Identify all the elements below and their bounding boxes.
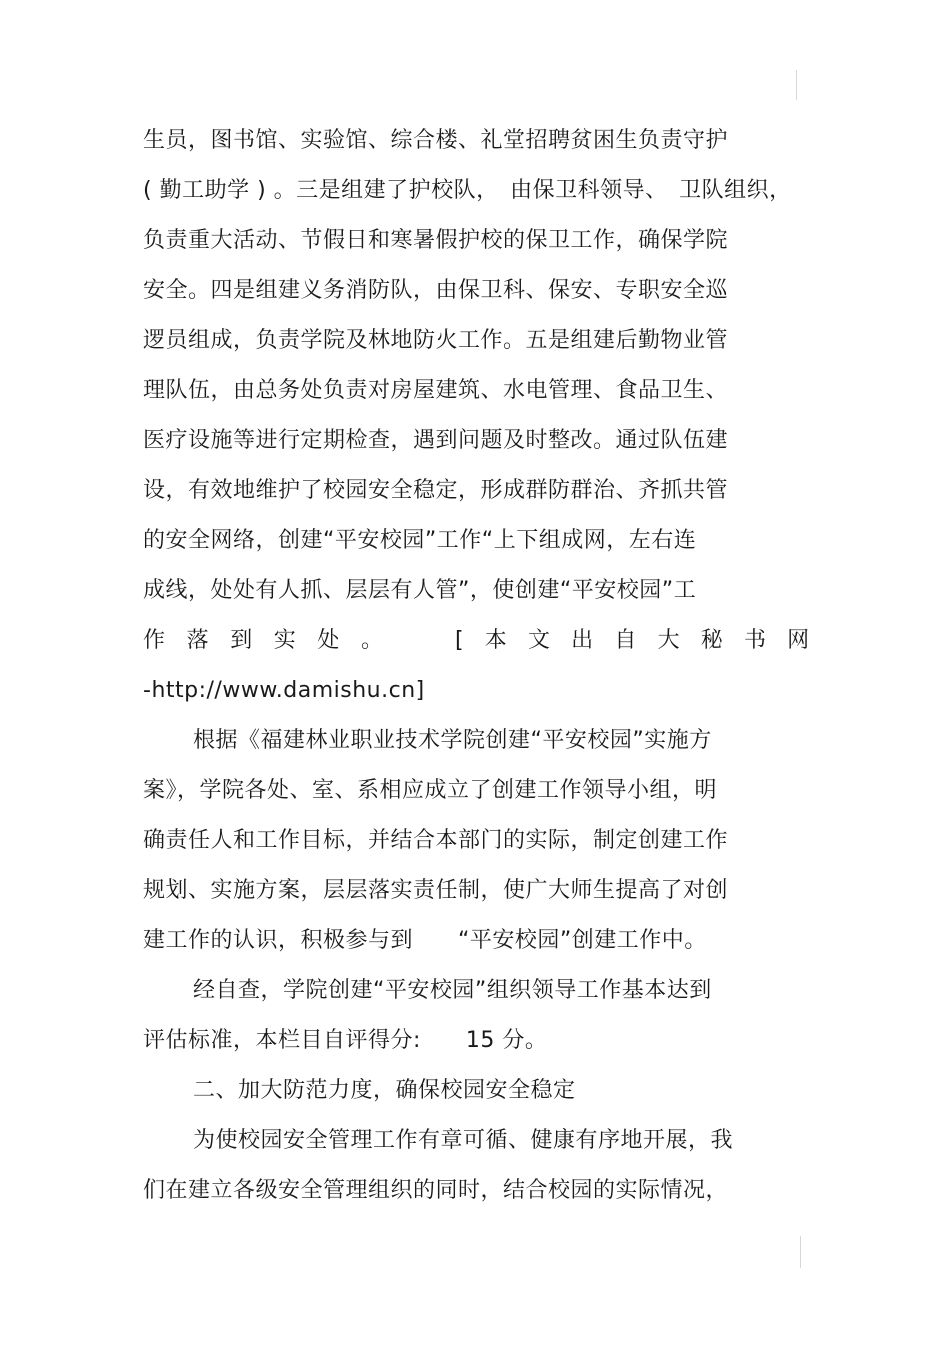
body-line-8: 设，有效地维护了校园安全稳定，形成群防群治、齐抓共管 (143, 478, 729, 503)
body-line-4: 安全。四是组建义务消防队，由保卫科、保安、专职安全巡 (143, 278, 729, 303)
paragraph2-line-1: 根据《福建林业职业技术学院创建“平安校园”实施方 (193, 728, 712, 753)
paragraph2-line-3: 确责任人和工作目标，并结合本部门的实际，制定创建工作 (143, 828, 729, 853)
paragraph4-line-1: 为使校园安全管理工作有章可循、健康有序地开展，我 (193, 1128, 734, 1153)
body-line-6: 理队伍，由总务处负责对房屋建筑、水电管理、食品卫生、 (143, 378, 729, 403)
bottom-right-corner-mark (800, 1236, 801, 1268)
paragraph2-line-5: 建工作的认识，积极参与到 “平安校园”创建工作中。 (143, 928, 707, 953)
source-url: -http://www.damishu.cn] (143, 678, 425, 703)
body-line-7: 医疗设施等进行定期检查，遇到问题及时整改。通过队伍建 (143, 428, 729, 453)
paragraph2-line-2: 案》，学院各处、室、系相应成立了创建工作领导小组，明 (143, 778, 718, 803)
paragraph3-line-1: 经自查，学院创建“平安校园”组织领导工作基本达到 (193, 978, 712, 1003)
paragraph3-line-2: 评估标准，本栏目自评得分: 15 分。 (143, 1028, 548, 1053)
body-line-5: 逻员组成，负责学院及林地防火工作。五是组建后勤物业管 (143, 328, 729, 353)
body-line-10: 成线，处处有人抓、层层有人管”，使创建“平安校园”工 (143, 578, 697, 603)
body-line-3: 负责重大活动、节假日和寒暑假护校的保卫工作，确保学院 (143, 228, 729, 253)
spaced-line-left: 作落到实处。 (143, 628, 405, 653)
body-line-9: 的安全网络，创建“平安校园”工作“上下组成网，左右连 (143, 528, 697, 553)
section-heading-2: 二、加大防范力度，确保校园安全稳定 (193, 1078, 576, 1103)
source-note-prefix: [本文出自大秘书网 (455, 628, 831, 653)
paragraph4-line-2: 们在建立各级安全管理组织的同时，结合校园的实际情况， (143, 1178, 729, 1203)
body-line-1: 生员，图书馆、实验馆、综合楼、礼堂招聘贫困生负责守护 (143, 128, 729, 153)
body-line-2: ( 勤工助学 ) 。三是组建了护校队， 由保卫科领导、 卫队组织， (143, 178, 792, 203)
paragraph2-line-4: 规划、实施方案，层层落实责任制，使广大师生提高了对创 (143, 878, 729, 903)
top-right-corner-mark (796, 70, 797, 100)
